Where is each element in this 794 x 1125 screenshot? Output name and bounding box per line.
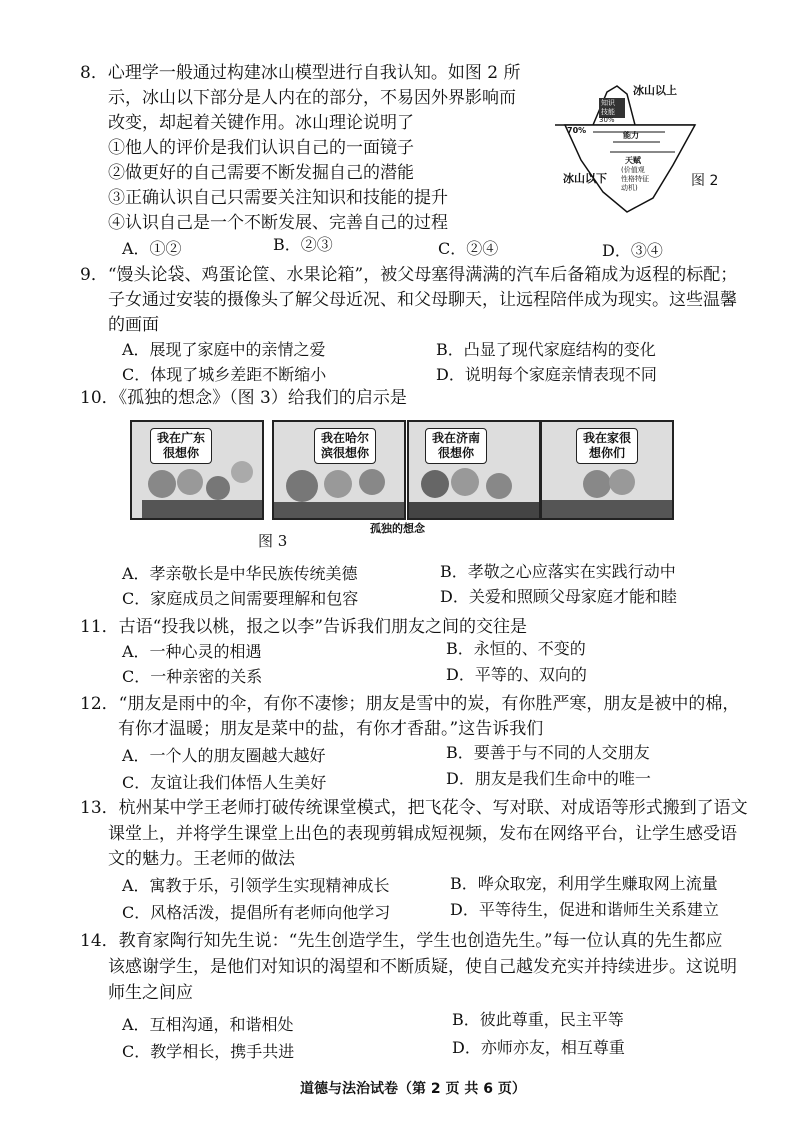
- q8-line: 8．心理学一般通过构建冰山模型进行自我认知。如图 2 所: [80, 63, 521, 83]
- q12-line: 12．“朋友是雨中的伞，有你不凄惨；朋友是雪中的炭，有你胜严寒，朋友是被中的棉，: [80, 694, 740, 714]
- comic-bubble-4: [576, 428, 638, 464]
- q8-line: 改变，却起着关键作用。冰山理论说明了: [108, 113, 414, 133]
- q8-option-c[interactable]: C．②④: [438, 239, 499, 258]
- iceberg-values-line: 性格特征: [621, 175, 649, 183]
- q8-option-a[interactable]: A．①②: [122, 239, 182, 258]
- q9-option-d[interactable]: D．说明每个家庭亲情表现不同: [436, 365, 657, 384]
- q8-statement-4: ④认识自己是一个不断发展、完善自己的过程: [108, 213, 448, 233]
- bubble-line: 很想你: [163, 446, 200, 460]
- iceberg-above-label: 冰山以上: [633, 84, 677, 97]
- q10-option-a[interactable]: A．孝亲敬长是中华民族传统美德: [122, 564, 358, 583]
- q11-option-a[interactable]: A．一种心灵的相遇: [122, 642, 262, 661]
- q11-option-b[interactable]: B．永恒的、不变的: [446, 639, 586, 658]
- q12-line: 有你才温暖；朋友是菜中的盐，有你才香甜。”这告诉我们: [118, 719, 544, 739]
- q9-line: 的画面: [108, 315, 159, 335]
- bubble-line: 我在哈尔: [321, 431, 370, 445]
- comic-bubble-2: [314, 428, 376, 464]
- q8-option-b[interactable]: B．②③: [273, 235, 333, 254]
- comic-bubble-1: [150, 428, 212, 464]
- q12-option-c[interactable]: C．友谊让我们体悟人生美好: [122, 773, 327, 792]
- q11-option-d[interactable]: D．平等的、双向的: [446, 665, 587, 684]
- q9-line: 子女通过安装的摄像头了解父母近况、和父母聊天，让远程陪伴成为现实。这些温馨: [108, 290, 737, 310]
- q13-option-a[interactable]: A．寓教于乐，引领学生实现精神成长: [122, 876, 390, 895]
- q8-statement-2: ②做更好的自己需要不断发掘自己的潜能: [108, 163, 414, 183]
- bubble-line: 很想你: [438, 446, 475, 460]
- q11-option-c[interactable]: C．一种亲密的关系: [122, 667, 263, 686]
- q9-option-c[interactable]: C．体现了城乡差距不断缩小: [122, 365, 327, 384]
- bubble-line: 我在济南: [432, 431, 481, 445]
- q9-line: 9．“馒头论袋、鸡蛋论筐、水果论箱”，被父母塞得满满的汽车后备箱成为返程的标配；: [80, 265, 738, 285]
- q8-statement-3: ③正确认识自己只需要关注知识和技能的提升: [108, 188, 448, 208]
- comic-panel-2: [272, 420, 406, 520]
- q14-option-c[interactable]: C．教学相长，携手共进: [122, 1042, 295, 1061]
- q13-option-c[interactable]: C．风格活泼，提倡所有老师向他学习: [122, 903, 391, 922]
- q12-option-d[interactable]: D．朋友是我们生命中的唯一: [446, 769, 651, 788]
- bubble-line: 滨很想你: [321, 446, 370, 460]
- iceberg-talent: 天赋: [625, 156, 641, 165]
- q14-option-b[interactable]: B．彼此尊重，民主平等: [452, 1010, 624, 1029]
- q13-line: 文的魅力。王老师的做法: [108, 849, 295, 869]
- bubble-line: 我在广东: [157, 431, 206, 445]
- iceberg-pct: 70%: [567, 126, 587, 135]
- page-footer: 道德与法治试卷（第 2 页 共 6 页）: [300, 1081, 526, 1097]
- q13-line: 课堂上，并将学生课堂上出色的表现剪辑成短视频，发布在网络平台，让学生感受语: [108, 824, 737, 844]
- iceberg-figure: [555, 80, 725, 220]
- q10-line: 10．《孤独的想念》（图 3）给我们的启示是: [80, 388, 407, 408]
- iceberg-below-label: 冰山以下: [563, 172, 607, 185]
- q13-option-b[interactable]: B．哗众取宠，利用学生赚取网上流量: [450, 874, 718, 893]
- q10-option-b[interactable]: B．孝敬之心应落实在实践行动中: [440, 562, 676, 581]
- iceberg-ability: 能力: [623, 131, 639, 140]
- iceberg-pct-top: 30%: [599, 116, 615, 124]
- q10-option-c[interactable]: C．家庭成员之间需要理解和包容: [122, 589, 359, 608]
- q9-option-a[interactable]: A．展现了家庭中的亲情之爱: [122, 340, 326, 359]
- q14-line: 该感谢学生，是他们对知识的渴望和不断质疑，使自己越发充实并持续进步。这说明: [108, 957, 737, 977]
- iceberg-top-text: [601, 99, 615, 117]
- q13-line: 13．杭州某中学王老师打破传统课堂模式，把飞花令、写对联、对成语等形式搬到了语文: [80, 798, 748, 818]
- iceberg-values-line: (价值观: [621, 166, 645, 174]
- bubble-line: 想你们: [589, 446, 626, 460]
- q14-line: 师生之间应: [108, 983, 193, 1003]
- comic-panel-3: [407, 420, 541, 520]
- iceberg-drawing: [555, 80, 725, 220]
- q8-option-d[interactable]: D．③④: [602, 241, 663, 260]
- q10-option-d[interactable]: D．关爱和照顾父母家庭才能和睦: [440, 587, 677, 606]
- q9-option-b[interactable]: B．凸显了现代家庭结构的变化: [436, 340, 656, 359]
- comic-bubble-3: [425, 428, 487, 464]
- q8-line: 示，冰山以下部分是人内在的部分，不易因外界影响而: [108, 88, 516, 108]
- comic-title: 孤独的想念: [370, 522, 425, 535]
- q8-statement-1: ①他人的评价是我们认识自己的一面镜子: [108, 138, 414, 158]
- q11-line: 11．古语“投我以桃，报之以李”告诉我们朋友之间的交往是: [80, 617, 528, 637]
- comic-panel-1: [130, 420, 264, 520]
- iceberg-values-line: 动机): [621, 184, 638, 192]
- bubble-line: 我在家很: [583, 431, 632, 445]
- iceberg-skills: 技能: [601, 108, 615, 116]
- q12-option-a[interactable]: A．一个人的朋友圈越大越好: [122, 746, 326, 765]
- figure-3-caption: 图 3: [258, 532, 288, 550]
- q13-option-d[interactable]: D．平等待生，促进和谐师生关系建立: [450, 900, 719, 919]
- comic-panel-4: [540, 420, 674, 520]
- q14-option-d[interactable]: D．亦师亦友，相互尊重: [452, 1038, 625, 1057]
- iceberg-knowledge: 知识: [601, 99, 615, 107]
- q12-option-b[interactable]: B．要善于与不同的人交朋友: [446, 743, 650, 762]
- figure-2-caption: 图 2: [691, 173, 719, 189]
- iceberg-values: [621, 166, 649, 193]
- q14-option-a[interactable]: A．互相沟通，和谐相处: [122, 1015, 294, 1034]
- q14-line: 14．教育家陶行知先生说：“先生创造学生，学生也创造先生。”每一位认真的先生都应: [80, 931, 723, 951]
